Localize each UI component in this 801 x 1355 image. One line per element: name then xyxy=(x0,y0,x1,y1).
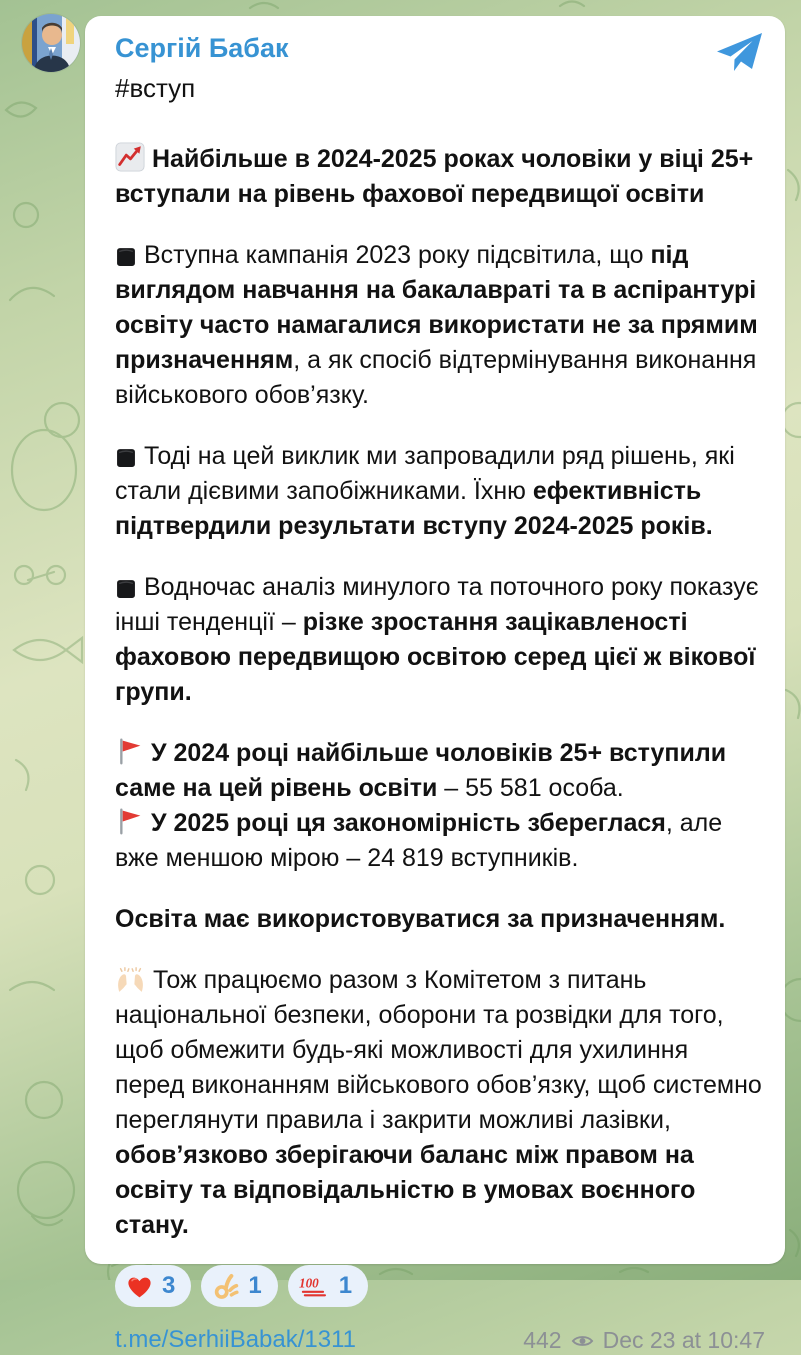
heart-emoji xyxy=(126,1274,153,1299)
black-square-emoji xyxy=(115,447,137,469)
ok-hand-emoji xyxy=(212,1273,239,1300)
post-text: , а як спосіб відтермінування виконання військового обов’язку. xyxy=(115,346,757,409)
post-text: Тож працюємо разом з Комітетом з питань національної безпеки, оборони та розвідки для того, щоб обмежити будь-які можливості для ухилиння перед виконанням військового обов’язку, щоб системно переглянути правила і закрити можливі лазівки, xyxy=(115,966,762,1134)
post-paragraph xyxy=(115,439,763,544)
post-paragraph xyxy=(115,806,763,876)
reaction-button-ok-hand[interactable] xyxy=(201,1265,277,1307)
avatar[interactable] xyxy=(22,14,80,72)
message-bubble xyxy=(85,16,785,1353)
reaction-count: 1 xyxy=(338,1272,353,1299)
post-text: Водночас аналіз минулого та поточного року показує інші тенденції – xyxy=(115,573,759,636)
timestamp: Dec 23 at 10:47 xyxy=(602,1326,765,1353)
reaction-count: 1 xyxy=(248,1272,262,1299)
post-text: , але вже меншою мірою – 24 819 вступників. xyxy=(115,809,723,872)
post-paragraph xyxy=(115,963,763,1243)
post-footer xyxy=(115,1325,765,1355)
views-count: 442 xyxy=(523,1326,562,1353)
post-paragraph xyxy=(115,902,763,937)
telegram-plane-icon xyxy=(715,32,763,74)
raising-hands-emoji xyxy=(115,965,146,993)
reaction-count: 3 xyxy=(162,1272,176,1299)
post-paragraph xyxy=(115,238,763,413)
red-flag-emoji xyxy=(115,737,144,766)
post-text: – 55 581 особа. xyxy=(437,774,624,802)
chart-increasing-emoji xyxy=(115,142,145,172)
eye-icon xyxy=(571,1328,594,1355)
post-text-bold: У 2025 році ця закономірність збереглася xyxy=(151,809,666,837)
post-text: Вступна кампанія 2023 року підсвітила, що xyxy=(144,241,651,269)
post-paragraph xyxy=(115,142,763,212)
post-text-bold: Найбільше в 2024-2025 роках чоловіки у віці 25+ вступали на рівень фахової передвищої освіти xyxy=(115,145,754,208)
post-text: Тоді на цей виклик ми запровадили ряд рішень, які стали дієвими запобіжниками. Їхню xyxy=(115,442,735,505)
channel-name[interactable]: Сергій Бабак xyxy=(115,33,289,63)
post-paragraph xyxy=(115,736,763,806)
post-text-bold: Освіта має використовуватися за призначенням. xyxy=(115,905,726,933)
svg-text:100: 100 xyxy=(298,1275,319,1291)
post-text-bold: обов’язково зберігаючи баланс між правом на освіту та відповідальністю в умовах воєнного стану. xyxy=(115,1141,696,1239)
reactions-row xyxy=(115,1265,763,1307)
post-text-bold: під виглядом навчання на бакалавраті та в аспірантурі освіту часто намагалися використати не за прямим призначенням xyxy=(115,241,758,374)
post-body xyxy=(115,142,763,1243)
post-paragraph xyxy=(115,570,763,710)
post-link[interactable]: t.me/SerhiiBabak/1311 xyxy=(115,1326,357,1353)
hashtag-line[interactable]: #вступ xyxy=(115,73,196,103)
post-text-bold: різке зростання зацікавленості фаховою передвищою освітою серед цієї ж вікової групи. xyxy=(115,608,756,706)
post-text-bold: У 2024 році найбільше чоловіків 25+ вступили саме на цей рівень освіти xyxy=(115,739,727,802)
reaction-button-heart[interactable] xyxy=(115,1265,191,1307)
black-square-emoji xyxy=(115,246,137,268)
black-square-emoji xyxy=(115,578,137,600)
red-flag-emoji xyxy=(115,807,144,836)
post-text-bold: ефективність підтвердили результати вступу 2024-2025 років. xyxy=(115,477,713,540)
hundred-points-emoji xyxy=(299,1274,330,1298)
reaction-button-hundred-points[interactable] xyxy=(288,1265,368,1307)
post-meta xyxy=(523,1325,765,1355)
